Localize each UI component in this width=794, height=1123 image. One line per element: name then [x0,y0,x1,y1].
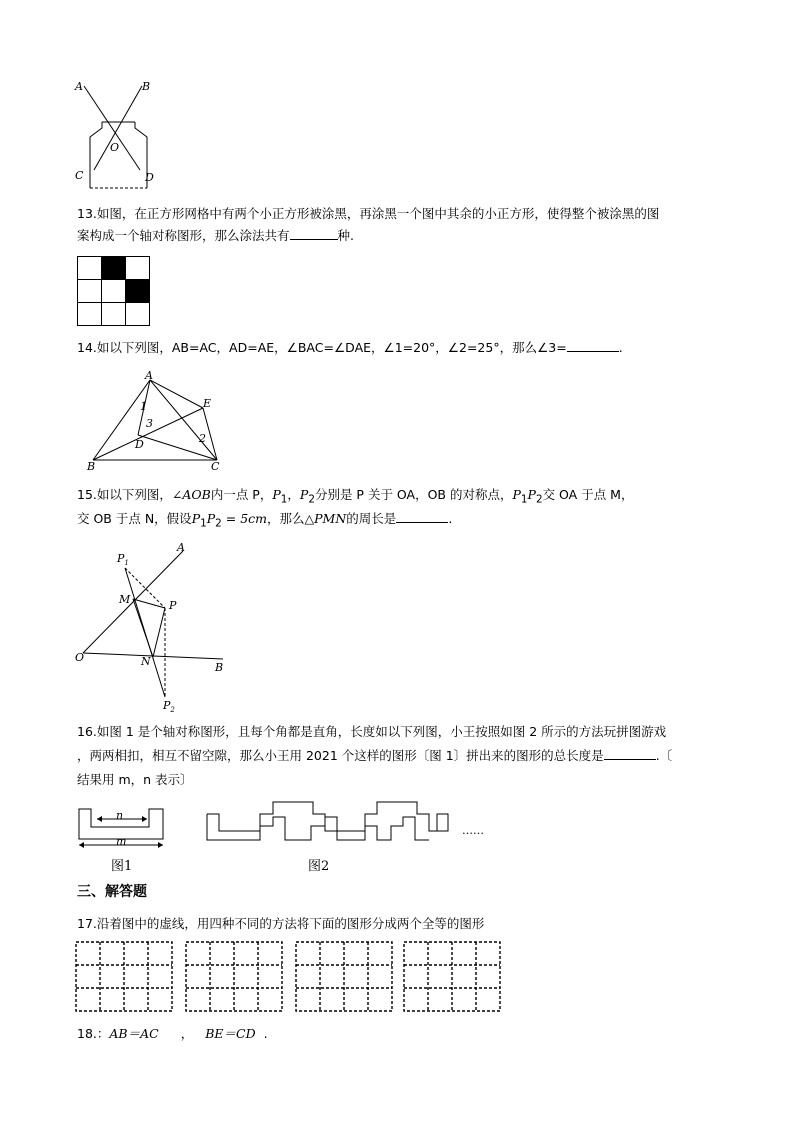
comma: ， [287,487,300,502]
eq-sub1: 1 [200,517,207,530]
q14-text: 14.如以下列图，AB=AC，AD=AE，∠BAC=∠DAE，∠1=20°，∠2=25°，那么∠3= [77,340,567,355]
label-C: C [75,169,84,182]
label-C: C [211,460,220,473]
eq-sub2: 2 [215,517,222,530]
period: . [263,1026,268,1041]
ellipsis: …… [462,824,484,837]
label-B: B [87,460,96,473]
p1-symbol: P [272,487,281,502]
eq-be-cd: BE＝CD [205,1026,256,1041]
angle-aob: ∠AOB [171,487,211,502]
label-n: n [116,809,124,822]
answer-blank [604,747,656,760]
label-O: O [75,651,85,664]
label-N: N [141,655,151,668]
dashed-grid-2 [186,942,282,1011]
section-title: 三、解答题 [77,884,147,900]
q16-line3: 结果用 m，n 表示〕 [77,772,193,787]
p2-symbol: P [299,487,309,502]
equation: = 5cm [221,511,268,526]
q13-line2 [77,226,354,246]
q15-text: 15.如以下列图， [77,487,172,502]
bottle-figure [70,75,170,195]
label-m: m [116,835,127,848]
label-1: 1 [140,400,147,413]
q13-line1: 13.如图，在正方形网格中有两个小正方形被涂黑，再涂黑一个图中其余的小正方形，使得整个被涂黑的图 [77,206,660,221]
q15-line2: 交 OB 于点 N，假设$P_1P_2 = 5cm$，那么△PMN的周长是 . [77,511,453,530]
answer-blank [396,510,448,523]
label-A: A [75,80,83,93]
figure2-caption: 图2 [308,859,330,874]
p1-sub: 1 [280,493,288,506]
p1p2-symbol2: P [527,487,536,502]
q18-line [77,1024,268,1044]
p1p2-sub2: 2 [535,493,543,506]
q16-text: ，两两相扣，相互不留空隙，那么小王用 2021 个这样的图形〔图 1〕拼出来的图形的总长度是 [77,748,604,763]
answer-blank [290,227,338,240]
p2-sub: 2 [308,493,315,506]
label-O: O [110,141,120,154]
label-A: A [177,541,185,554]
angle-reflection-figure [75,541,235,715]
label-M: M [119,593,131,606]
q13-text: 案构成一个轴对称图形，那么涂法共有 [77,228,290,243]
q15-text: 的周长是 [346,511,397,526]
dashed-grid-1 [76,942,172,1011]
label-B: B [142,80,151,93]
label-D: D [135,438,144,451]
q16-text-end: .〔 [655,748,673,763]
label-2: 2 [199,432,206,445]
label-P1: $P_1$ [117,552,129,567]
label-A: A [145,369,153,382]
triangle-figure [85,370,235,475]
q16-line2 [77,746,672,766]
q17-text: 17.沿着图中的虚线，用四种不同的方法将下面的图形分成两个全等的图形 [77,916,485,931]
dashed-grid-3 [296,942,392,1011]
separator: ， [180,1026,194,1041]
label-E: E [203,397,212,410]
label-3: 3 [146,417,153,430]
eq-p2: P [206,511,216,526]
dashed-grid-4 [404,942,500,1011]
triangle-pmn: △PMN [304,511,347,526]
q18-text: 18.： [77,1026,110,1041]
q15-text: 交 OA 于点 M， [542,487,634,502]
p1p2-sub1: 1 [520,493,528,506]
q15-text: 交 OB 于点 N，假设 [77,511,192,526]
q15-text: 分别是 P 关于 OA，OB 的对称点， [314,487,513,502]
q14-line: 14.如以下列图，AB=AC，AD=AE，∠BAC=∠DAE，∠1=20°，∠2=25°，那么∠3= . [77,340,623,355]
eq-ab-ac: AB＝AC [109,1026,159,1041]
grid-3x3-figure [77,256,152,328]
label-P2: $P_2$ [163,699,175,714]
dashed-grids-figure [76,940,506,1016]
answer-blank [567,339,619,352]
figure1-caption: 图1 [111,859,133,874]
q15-line1 [77,485,633,510]
q16-line1: 16.如图 1 是个轴对称图形，且每个角都是直角，长度如以下列图，小王按照如图 2 所示的方法玩拼图游戏 [77,724,667,739]
q15-text: 内一点 P， [210,487,273,502]
q13-text-end: 种. [337,228,354,243]
label-P: P [169,599,177,612]
label-D: D [145,171,154,184]
label-B: B [215,661,224,674]
q15-text: ，那么 [267,511,305,526]
eq-p1: P [191,511,201,526]
figure2-chain [205,800,505,855]
p1p2-symbol: P [512,487,521,502]
